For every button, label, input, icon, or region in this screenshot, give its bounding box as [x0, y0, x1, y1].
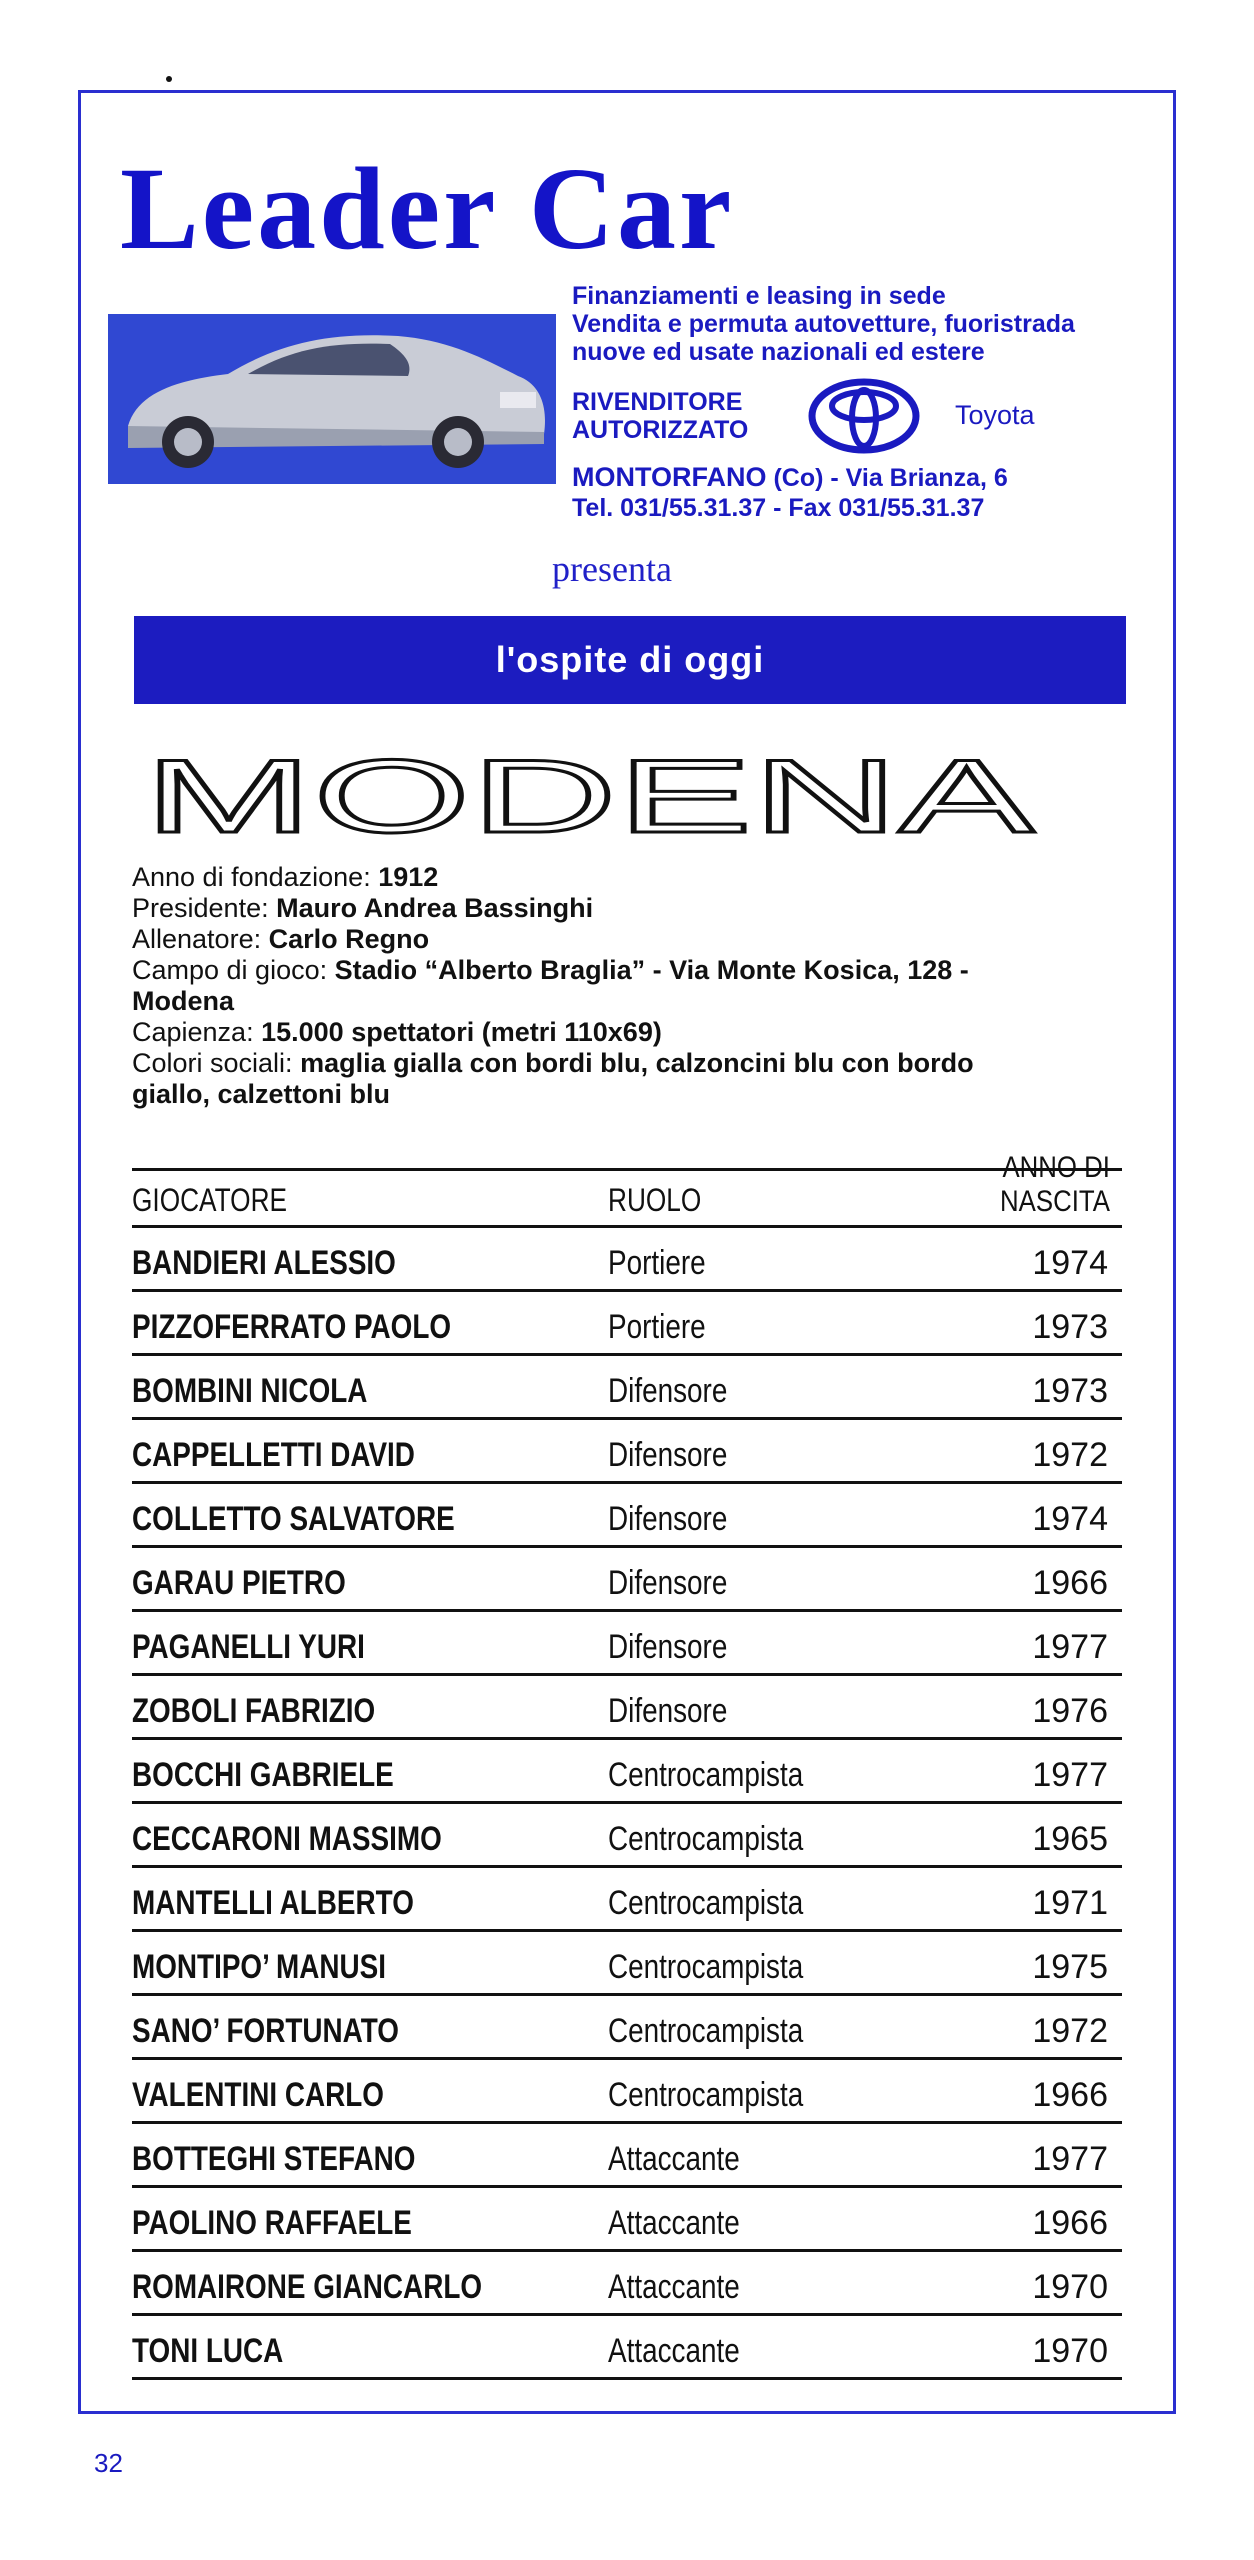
presenta-label: presenta	[552, 549, 672, 589]
player-role: Difensore	[608, 1628, 728, 1666]
table-row	[132, 2252, 1122, 2316]
player-name: PAOLINO RAFFAELE	[132, 2204, 412, 2242]
player-role: Centrocampista	[608, 1820, 804, 1858]
header-player: GIOCATORE	[132, 1182, 288, 1218]
colors-row: Colori sociali: maglia gialla con bordi blu, calzoncini blu con bordo	[132, 1048, 974, 1078]
player-birth-year: 1974	[1032, 1500, 1108, 1538]
field-row: Campo di gioco: Stadio “Alberto Braglia” - Via Monte Kosica, 128 -	[132, 955, 969, 985]
player-name: MONTIPO’ MANUSI	[132, 1948, 387, 1986]
player-birth-year: 1965	[1032, 1820, 1108, 1858]
player-role: Centrocampista	[608, 1884, 804, 1922]
table-row	[132, 1676, 1122, 1740]
player-birth-year: 1973	[1032, 1372, 1108, 1410]
page-number: 32	[94, 2448, 123, 2478]
toyota-label: Toyota	[955, 400, 1035, 430]
player-name: BANDIERI ALESSIO	[132, 1244, 396, 1282]
player-role: Difensore	[608, 1372, 728, 1410]
dealer-line: Finanziamenti e leasing in sede	[572, 282, 946, 310]
table-row	[132, 1932, 1122, 1996]
player-name: ROMAIRONE GIANCARLO	[132, 2268, 483, 2306]
table-row	[132, 1420, 1122, 1484]
player-birth-year: 1970	[1032, 2332, 1108, 2370]
address-city: MONTORFANO	[572, 462, 767, 492]
player-name: CAPPELLETTI DAVID	[132, 1436, 415, 1474]
colors-row-2: giallo, calzettoni blu	[132, 1079, 391, 1109]
table-header	[132, 1151, 1122, 1228]
authorized-line: RIVENDITORE	[572, 388, 743, 416]
player-name: BOCCHI GABRIELE	[132, 1756, 394, 1794]
table-row	[132, 1356, 1122, 1420]
player-name: COLLETTO SALVATORE	[132, 1500, 455, 1538]
player-birth-year: 1974	[1032, 1244, 1108, 1282]
player-role: Difensore	[608, 1436, 728, 1474]
dealer-line: nuove ed usate nazionali ed estere	[572, 338, 985, 366]
player-role: Centrocampista	[608, 1948, 804, 1986]
table-row	[132, 1868, 1122, 1932]
table-row	[132, 2188, 1122, 2252]
club-info	[132, 862, 1132, 1110]
player-birth-year: 1966	[1032, 1564, 1108, 1602]
team-title-text: MODENA	[144, 744, 1036, 844]
table-row	[132, 1612, 1122, 1676]
header-year: ANNO DI NASCITA	[1000, 1151, 1110, 1218]
player-name: GARAU PIETRO	[132, 1564, 346, 1602]
team-title	[140, 744, 1040, 844]
player-role: Difensore	[608, 1500, 728, 1538]
field-row-2: Modena	[132, 986, 235, 1016]
table-row	[132, 1228, 1122, 1292]
table-row	[132, 1292, 1122, 1356]
player-role: Centrocampista	[608, 2012, 804, 2050]
dealer-line: Vendita e permuta autovetture, fuoristrada	[572, 310, 1075, 338]
dealer-services	[572, 282, 1172, 366]
player-role: Centrocampista	[608, 1756, 804, 1794]
table-row	[132, 1996, 1122, 2060]
player-name: BOMBINI NICOLA	[132, 1372, 368, 1410]
authorized-line: AUTORIZZATO	[572, 416, 749, 444]
founded-row: Anno di fondazione: 1912	[132, 862, 439, 892]
table-row	[132, 2124, 1122, 2188]
player-name: VALENTINI CARLO	[132, 2076, 384, 2114]
player-role: Portiere	[608, 1308, 706, 1346]
player-role: Difensore	[608, 1692, 728, 1730]
player-birth-year: 1977	[1032, 1628, 1108, 1666]
player-name: ZOBOLI FABRIZIO	[132, 1692, 376, 1730]
dealer-address	[572, 462, 1008, 523]
table-row	[132, 1804, 1122, 1868]
guest-banner	[134, 616, 1126, 704]
player-role: Difensore	[608, 1564, 728, 1602]
toyota-logo-icon	[808, 378, 920, 454]
capacity-row: Capienza: 15.000 spettatori (metri 110x69)	[132, 1017, 662, 1047]
table-row	[132, 1740, 1122, 1804]
player-birth-year: 1971	[1032, 1884, 1108, 1922]
player-name: PIZZOFERRATO PAOLO	[132, 1308, 452, 1346]
player-birth-year: 1970	[1032, 2268, 1108, 2306]
player-birth-year: 1977	[1032, 1756, 1108, 1794]
player-birth-year: 1977	[1032, 2140, 1108, 2178]
player-role: Attaccante	[608, 2140, 740, 2178]
player-birth-year: 1975	[1032, 1948, 1108, 1986]
player-name: CECCARONI MASSIMO	[132, 1820, 442, 1858]
table-row	[132, 1484, 1122, 1548]
player-name: TONI LUCA	[132, 2332, 284, 2370]
player-role: Attaccante	[608, 2332, 740, 2370]
table-row	[132, 2060, 1122, 2124]
player-birth-year: 1976	[1032, 1692, 1108, 1730]
roster-table	[132, 1151, 1122, 2380]
header-role: RUOLO	[608, 1182, 702, 1218]
player-role: Centrocampista	[608, 2076, 804, 2114]
coach-row: Allenatore: Carlo Regno	[132, 924, 430, 954]
player-role: Attaccante	[608, 2204, 740, 2242]
player-name: PAGANELLI YURI	[132, 1628, 365, 1666]
print-dot	[166, 76, 172, 82]
player-birth-year: 1966	[1032, 2076, 1108, 2114]
player-birth-year: 1972	[1032, 1436, 1108, 1474]
table-row	[132, 1548, 1122, 1612]
player-birth-year: 1972	[1032, 2012, 1108, 2050]
table-body	[132, 1228, 1122, 2380]
player-birth-year: 1966	[1032, 2204, 1108, 2242]
president-row: Presidente: Mauro Andrea Bassinghi	[132, 893, 594, 923]
player-birth-year: 1973	[1032, 1308, 1108, 1346]
player-name: SANO’ FORTUNATO	[132, 2012, 399, 2050]
player-name: MANTELLI ALBERTO	[132, 1884, 414, 1922]
phone-line: Tel. 031/55.31.37 - Fax 031/55.31.37	[572, 494, 985, 522]
car-photo	[108, 314, 556, 484]
table-row	[132, 2316, 1122, 2380]
player-role: Portiere	[608, 1244, 706, 1282]
authorized-dealer	[572, 388, 748, 444]
player-role: Attaccante	[608, 2268, 740, 2306]
player-name: BOTTEGHI STEFANO	[132, 2140, 416, 2178]
address-rest: (Co) - Via Brianza, 6	[773, 464, 1008, 492]
address-line	[572, 462, 1008, 493]
advertiser-brand: Leader Car	[120, 143, 735, 274]
guest-banner-text: l'ospite di oggi	[495, 639, 765, 680]
